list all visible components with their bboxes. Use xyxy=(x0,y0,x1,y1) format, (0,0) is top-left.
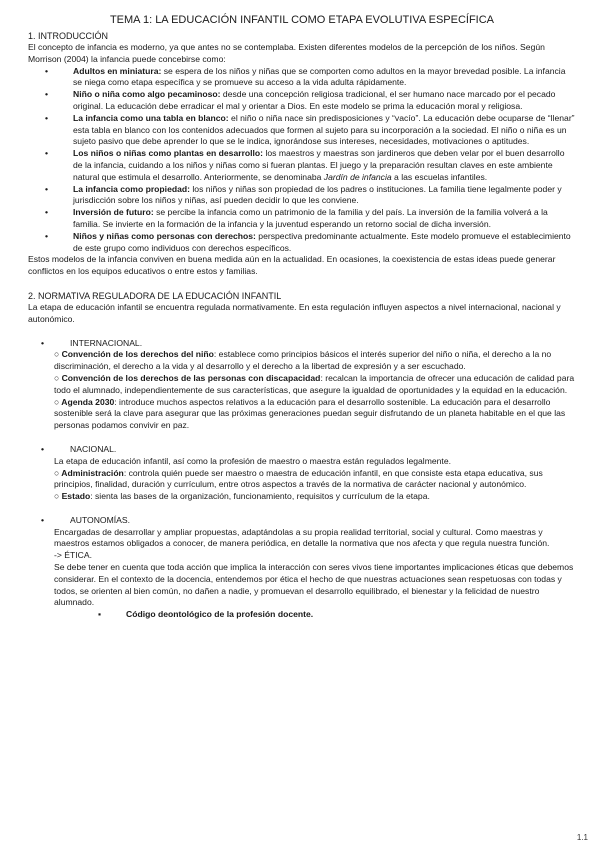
autonomias-heading: • AUTONOMÍAS. xyxy=(28,515,576,527)
internacional-heading: • INTERNACIONAL. xyxy=(28,338,576,350)
list-item: • Niño o niña como algo pecaminoso: desde una concepción religiosa tradicional, el ser humano nace marcado por el pecado original. La educación debe erradicar el mal y orientar a Dios. En este modelo se prima la educación moral y religiosa. xyxy=(28,89,576,113)
list-item: ○ Agenda 2030: introduce muchos aspectos relativos a la educación para el desarrollo sostenible. La educación para el desarrollo sostenible será la clave para asegurar que las próximas generaciones puedan seguir disfrutando de un planeta habitable en el que las personas podamos convivir en paz. xyxy=(54,396,566,431)
nacional-block xyxy=(28,456,576,503)
list-item: • Los niños o niñas como plantas en desarrollo: los maestros y maestras son jardineros que deben velar por el buen desarrollo de la infancia, cuidando a los niños y niñas como si fueran plantas. El juego y la preparación resultan claves en este ambiente natural que estimula el desarrollo. Anteriormente, se denominaba Jardín de infancia a las escuelas infantiles. xyxy=(28,148,576,183)
section1-heading: 1. INTRODUCCIÓN xyxy=(28,31,109,41)
nacional-intro: La etapa de educación infantil, así como la profesión de maestro o maestra están regulados legalmente. xyxy=(54,455,451,466)
list-item: ○ Convención de los derechos del niño: establece como principios básicos el interés superior del niño o niña, el derecho a la no discriminación, el derecho a la vida y al desarrollo y el derecho a la libertad de expresión y a ser escuchado. xyxy=(54,349,552,372)
list-item: • La infancia como propiedad: los niños y niñas son propiedad de los padres o instituciones. La familia tiene legalmente poder y jurisdicción sobre los niños y niñas, así pueden decidir lo que les conviene. xyxy=(28,184,576,208)
list-item: ○ Administración: controla quién puede ser maestro o maestra de educación infantil, en que consiste esta etapa educativa, sus principios, finalidad, duración y currículum, entre otros aspectos a través de la normativa de carácter nacional y autonómico. xyxy=(54,467,543,490)
list-item: • Adultos en miniatura: se espera de los niños y niñas que se comporten como adultos en la mayor brevedad posible. La infancia se niega como etapa específica y se promueve su acceso a la vida adulta rápidamente. xyxy=(28,66,576,90)
autonomias-block xyxy=(28,527,576,610)
section2-intro: La etapa de educación infantil se encuentra regulada normativamente. En esta regulación influyen aspectos a nivel internacional, nacional y autonómico. xyxy=(28,301,561,324)
list-item: • Niños y niñas como personas con derechos: perspectiva predominante actualmente. Este modelo promueve el establecimiento de este grupo como individuos con derechos específicos. xyxy=(28,231,576,255)
models-list xyxy=(28,66,576,255)
autonomias-intro: Encargadas de desarrollar y ampliar propuestas, adaptándolas a su propia realidad territorial, social y cultural. Como maestras y maestros estamos obligados a conocer, de manera periódica, en detalle la normativa que nos afecta y que regula nuestra función. xyxy=(54,526,550,549)
list-item: ○ Estado: sienta las bases de la organización, funcionamiento, requisitos y currículum de la etapa. xyxy=(54,491,430,502)
internacional-block xyxy=(28,349,576,432)
codigo-item: ▪ Código deontológico de la profesión docente. xyxy=(28,609,576,621)
page-number: 1.1 xyxy=(576,833,588,842)
section1-intro: El concepto de infancia es moderno, ya que antes no se contemplaba. Existen diferentes modelos de la percepción de los niños. Según Morrison (2004) la infancia puede concebirse como: xyxy=(28,42,545,64)
list-item: • Inversión de futuro: se percibe la infancia como un patrimonio de la familia y del país. La inversión de la familia volverá a la familia. Se invierte en la formación de la infancia y la juventud esperando un retorno social de dicha inversión. xyxy=(28,207,576,231)
list-item: ○ Convención de los derechos de las personas con discapacidad: recalcan la importancia de ofrecer una educación de calidad para todo el alumnado, independientemente de sus características, que asegure la igualdad de oportunidades y la equidad en la educación. xyxy=(54,372,575,395)
document-title: TEMA 1: LA EDUCACIÓN INFANTIL COMO ETAPA EVOLUTIVA ESPECÍFICA xyxy=(109,14,495,26)
section1-closing: Estos modelos de la infancia conviven en buena medida aún en la actualidad. En ocasiones, la coexistencia de estas ideas puede generar conflictos en los equipos educativos o entre estos y familias. xyxy=(28,254,556,277)
section2-heading: 2. NORMATIVA REGULADORA DE LA EDUCACIÓN INFANTIL xyxy=(28,290,282,301)
etica-text: Se debe tener en cuenta que toda acción que implica la interacción con seres vivos tiene importantes implicaciones éticas que debemos considerar. En el contexto de la docencia, entendemos por ética el hecho de que nuestras actuaciones sean respetuosas con todas y todos, se orienten al bien común, no dañen a nadie, y promuevan el desarrollo equilibrado, el bienestar y la felicidad de nuestro alumnado. xyxy=(54,562,574,608)
nacional-heading: • NACIONAL. xyxy=(28,444,576,456)
document-page xyxy=(28,14,576,621)
list-item: • La infancia como una tabla en blanco: el niño o niña nace sin predisposiciones y “vacío”. La educación debe ocuparse de “llenar” esta tabla en blanco con los contenidos adecuados que formen al sujeto para su incorporación a la sociedad. El niño o niña es un sujeto pasivo que debe aprender lo que se le indica, ignorándose sus intereses, necesidades, motivaciones o aptitudes. xyxy=(28,113,576,148)
etica-label: -> ÉTICA. xyxy=(54,550,92,561)
